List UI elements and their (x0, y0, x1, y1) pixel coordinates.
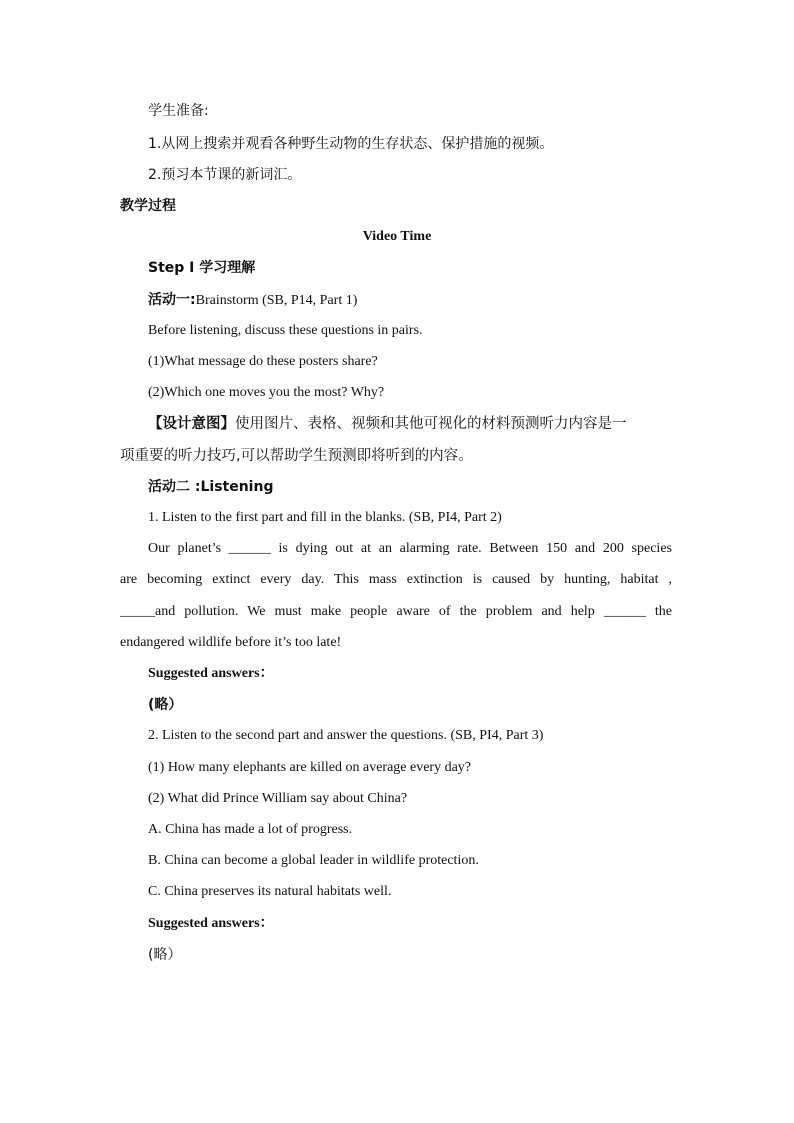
question-1: (1)What message do these posters share? (148, 354, 378, 369)
cloze-paragraph-line-3: _____and pollution. We must make people aware of the problem and help ______ the (120, 604, 672, 619)
activity-2-label: 活动二 :Listening (148, 479, 274, 495)
activity-1-label: 活动一: (148, 292, 196, 308)
design-intent-line-1 (148, 414, 672, 434)
task-2-question-2: (2) What did Prince William say about China? (148, 791, 408, 806)
question-2: (2)Which one moves you the most? Why? (148, 385, 385, 400)
cloze-paragraph-line-2: are becoming extinct every day. This mass extinction is caused by hunting, habitat , (120, 572, 672, 587)
suggested-answers-2: (略） (148, 947, 182, 963)
task-1-instruction: 1. Listen to the first part and fill in the blanks. (SB, PI4, Part 2) (148, 510, 502, 525)
student-prep-item-2: 2.预习本节课的新词汇。 (148, 167, 302, 183)
step-title-text: Step I 学习理解 (148, 260, 256, 276)
student-prep-label: 学生准备: (148, 103, 209, 119)
cloze-paragraph-line-1: Our planet’s ______ is dying out at an alarming rate. Between 150 and 200 species (148, 541, 672, 556)
student-prep-item-1: 1.从网上搜索并观看各种野生动物的生存状态、保护措施的视频。 (148, 136, 554, 152)
cloze-paragraph-line-4: endangered wildlife before it’s too late! (120, 635, 342, 650)
step-title (148, 258, 255, 279)
activity-1-text: Brainstorm (SB, P14, Part 1) (195, 293, 358, 308)
teaching-process-heading: 教学过程 (120, 198, 176, 214)
task-2-question-1: (1) How many elephants are killed on average every day? (148, 760, 472, 775)
suggested-answers-1: (略） (148, 697, 183, 713)
option-c: C. China preserves its natural habitats well. (148, 884, 392, 899)
before-listening-text: Before listening, discuss these questions in pairs. (148, 323, 423, 338)
option-b: B. China can become a global leader in wildlife protection. (148, 853, 479, 868)
option-a: A. China has made a lot of progress. (148, 822, 353, 837)
suggested-answers-label-2: Suggested answers： (148, 916, 274, 931)
suggested-answers-label-1: Suggested answers： (148, 666, 274, 681)
task-2-instruction: 2. Listen to the second part and answer the questions. (SB, PI4, Part 3) (148, 728, 544, 743)
design-intent-line-2: 项重要的听力技巧,可以帮助学生预测即将听到的内容。 (120, 448, 473, 464)
design-intent-text-1: 使用图片、表格、视频和其他可视化的材料预测听力内容是一 (235, 416, 627, 432)
section-title: Video Time (362, 229, 432, 244)
activity-1-line (148, 290, 357, 311)
design-intent-label: 【设计意图】 (148, 416, 235, 432)
